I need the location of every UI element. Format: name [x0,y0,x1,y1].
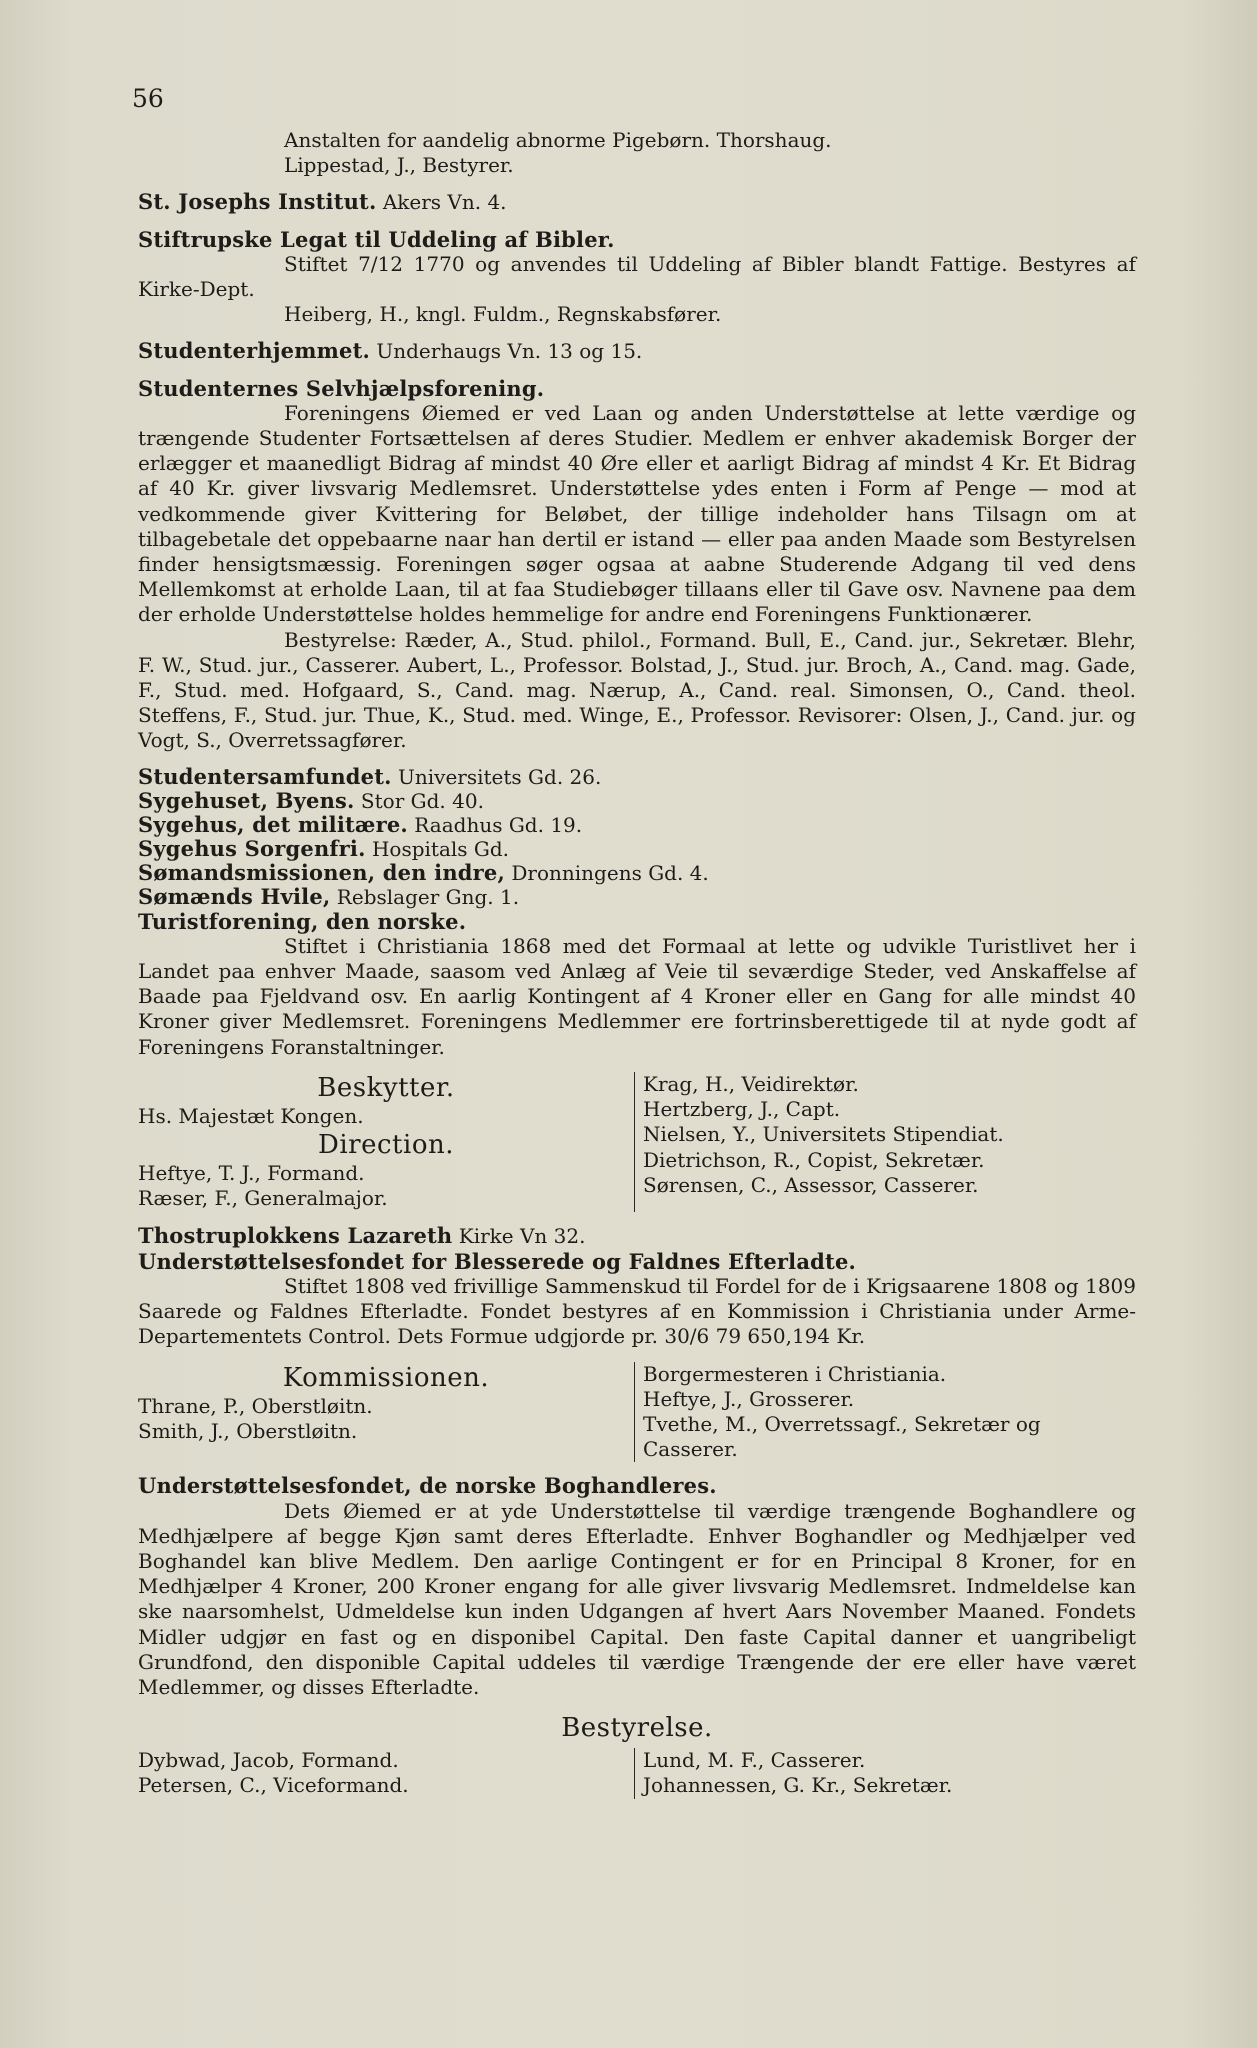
entry-description: Stiftet 1808 ved frivillige Sammenskud til Fordel for de i Krigsaarene 1808 og 1809 Saarede og Faldnes Efterladte. Fondet bestyres af en Kommission i Christiania under Arme-Departementets Control. Dets Formue udgjorde pr. 30/6 79 650,194 Kr. [138,1273,1136,1349]
members-left [138,1748,634,1798]
entry-turistforening [138,909,1136,1212]
entry-heading: Studenternes Selvhjælpsforening. [138,375,545,401]
entry-selvhjaelp [138,376,1136,754]
members-right [634,1748,1136,1798]
officer: Dietrichson, R., Copist, Sekretær. [643,1147,985,1172]
entry-address: Dronningens Gd. 4. [505,860,709,885]
entry-address: Universitets Gd. 26. [391,764,602,789]
kommission-members [138,1362,1136,1463]
entry-heading: Sømandsmissionen, den indre, [138,859,506,885]
entry-heading: St. Josephs Institut. [138,189,377,215]
entry-heading: Sømænds Hvile, [138,883,331,909]
entry-heading: Studenterhjemmet. [138,338,371,364]
entry-administrator: Heiberg, H., kngl. Fuldm., Regnskabsfører. [284,302,722,327]
direction-title: Direction. [318,1130,454,1161]
officer: Sørensen, C., Assessor, Casserer. [643,1172,979,1197]
entry-address: Rebslager Gng. 1. [330,884,520,909]
member: Lund, M. F., Casserer. [643,1748,866,1773]
member: Petersen, C., Viceformand. [138,1773,409,1798]
page-content [138,128,1136,1799]
entry-heading: Studentersamfundet. [138,763,392,789]
list-item [138,789,1136,813]
entry-description: Stiftet i Christiania 1868 med det Formaal at lette og udvikle Turistlivet her i Landet paa enhver Maade, saasom ved Anlæg af Veie til seværdige Steder, ved Anskaffelse af Baade paa Fjeldvand osv. En aarlig Kontingent af 4 Kroner eller en Gang for alle mindst 40 Kroner giver Medlemsret. Foreningens Medlemmer ere fortrinsberettigede til at nyde godt af Foreningens Foranstaltninger. [138,933,1136,1059]
entry-address: Hospitals Gd. [365,836,510,861]
entry-heading: Sygehus Sorgenfri. [138,835,366,861]
entry-heading: Turistforening, den norske. [138,908,467,934]
entry-address: Akers Vn. 4. [376,190,507,215]
beskytter-title: Beskytter. [317,1072,455,1103]
officer: Heftye, T. J., Formand. [138,1161,365,1186]
member: Borgermesteren i Christiania. [643,1361,947,1386]
officer: Hertzberg, J., Capt. [643,1097,841,1122]
entry-address: Underhaugs Vn. 13 og 15. [370,339,643,364]
beskytter-name: Hs. Majestæt Kongen. [138,1103,364,1128]
officer: Nielsen, Y., Universitets Stipendiat. [643,1122,1004,1147]
entry-blesserede [138,1249,1136,1463]
anstalten-line: Anstalten for aandelig abnorme Pigebørn. Thorshaug. [284,128,832,152]
entry-description: Foreningens Øiemed er ved Laan og anden Understøttelse at lette værdige og trængende Studenter Fortsættelsen af deres Studier. Medlem er enhver akademisk Borger der erlægger et maanedligt Bidrag af mindst 40 Øre eller et aarligt Bidrag af mindst 4 Kr. Et Bidrag af 40 Kr. giver livsvarig Medlemsret. Understøttelse ydes enten i Form af Penge — mod at vedkommende giver Kvittering for Beløbet, der tillige indeholder hans Tilsagn om at tilbagebetale det oppebaarne naar han dertil er istand — eller paa anden Maade som Bestyrelsen finder hensigtsmæssig. Foreningen søger ogsaa at aabne Studerende Adgang til ved dens Mellemkomst at erholde Laan, til at faa Studiebøger tillaans eller til Gave osv. Navnene paa dem der erholde Understøttelse holdes hemmelige for andre end Foreningens Funktionærer. [138,400,1136,627]
entry-address: Stor Gd. 40. [354,788,484,813]
entry-boghandlere [138,1473,1136,1798]
officers-left [138,1072,634,1212]
entry-heading: Stiftrupske Legat til Uddeling af Bibler. [138,226,615,252]
entry-stiftrup [138,227,1136,328]
entry-anstalten [138,128,1136,178]
member: Johannessen, G. Kr., Sekretær. [643,1773,953,1798]
bestyrelse-title: Bestyrelse. [561,1713,713,1744]
list-item [138,813,1136,837]
entry-description: Stiftet 7/12 1770 og anvendes til Uddeling af Bibler blandt Fattige. Bestyres af Kirke-Dept. [138,251,1136,302]
page-number: 56 [132,84,164,113]
member: Heftye, J., Grosserer. [643,1386,855,1411]
list-item [138,765,1136,789]
entry-joseph [138,189,1136,215]
list-item [138,861,1136,885]
member: Thrane, P., Oberstløitn. [138,1393,373,1418]
entry-heading: Sygehuset, Byens. [138,787,355,813]
entry-heading: Understøttelsesfondet for Blesserede og Faldnes Efterladte. [138,1248,857,1274]
entry-board: Bestyrelse: Ræder, A., Stud. philol., Formand. Bull, E., Cand. jur., Sekretær. Blehr, F. W., Stud. jur., Casserer. Aubert, L., Professor. Bolstad, J., Stud. jur. Broch, A., Cand. mag. Gade, F., Stud. med. Hofgaard, S., Cand. mag. Nærup, A., Cand. real. Simonsen, O., Cand. theol. Steffens, F., Stud. jur. Thue, K., Stud. med. Winge, E., Professor. Revisorer: Olsen, J., Cand. jur. og Vogt, S., Overretssagfører. [138,627,1136,753]
officer: Krag, H., Veidirektør. [643,1071,859,1096]
kommission-title: Kommissionen. [282,1362,490,1393]
entry-description: Dets Øiemed er at yde Understøttelse til værdige trængende Boghandlere og Medhjælpere af begge Kjøn samt deres Efterladte. Enhver Boghandler og Medhjælper ved Boghandel kan blive Medlem. Den aarlige Contingent er for en Principal 8 Kroner, for en Medhjælper 4 Kroner, 200 Kroner engang for alle giver livsvarig Medlemsret. Indmeldelse kan ske naarsomhelst, Udmeldelse kun inden Udgangen af hvert Aars November Maaned. Fondets Midler udgjør en fast og en disponibel Capital. Den faste Capital danner et uangribeligt Grundfond, den disponible Capital uddeles til værdige Trængende der ere eller have været Medlemmer, og disses Efterladte. [138,1498,1136,1699]
turist-officers [138,1072,1136,1212]
entry-heading: Understøttelsesfondet, de norske Boghandleres. [138,1473,717,1499]
officer: Ræser, F., Generalmajor. [138,1186,388,1211]
member: Smith, J., Oberstløitn. [138,1418,358,1443]
entry-heading: Thostruplokkens Lazareth [138,1222,453,1248]
entry-address: Raadhus Gd. 19. [407,812,583,837]
list-item [138,885,1136,909]
entry-address: Kirke Vn 32. [452,1223,586,1248]
entry-heading: Sygehus, det militære. [138,811,408,837]
members-left [138,1362,634,1463]
member: Tvethe, M., Overretssagf., Sekretær og Casserer. [643,1411,1041,1462]
officers-right [634,1072,1136,1212]
list-item [138,837,1136,861]
anstalten-director: Lippestad, J., Bestyrer. [284,153,514,178]
entry-studenterhjemmet [138,338,1136,364]
members-right [634,1362,1136,1463]
member: Dybwad, Jacob, Formand. [138,1748,399,1773]
bestyrelse-members [138,1748,1136,1798]
entry-thostrup [138,1223,1136,1249]
entry-listing [138,765,1136,909]
